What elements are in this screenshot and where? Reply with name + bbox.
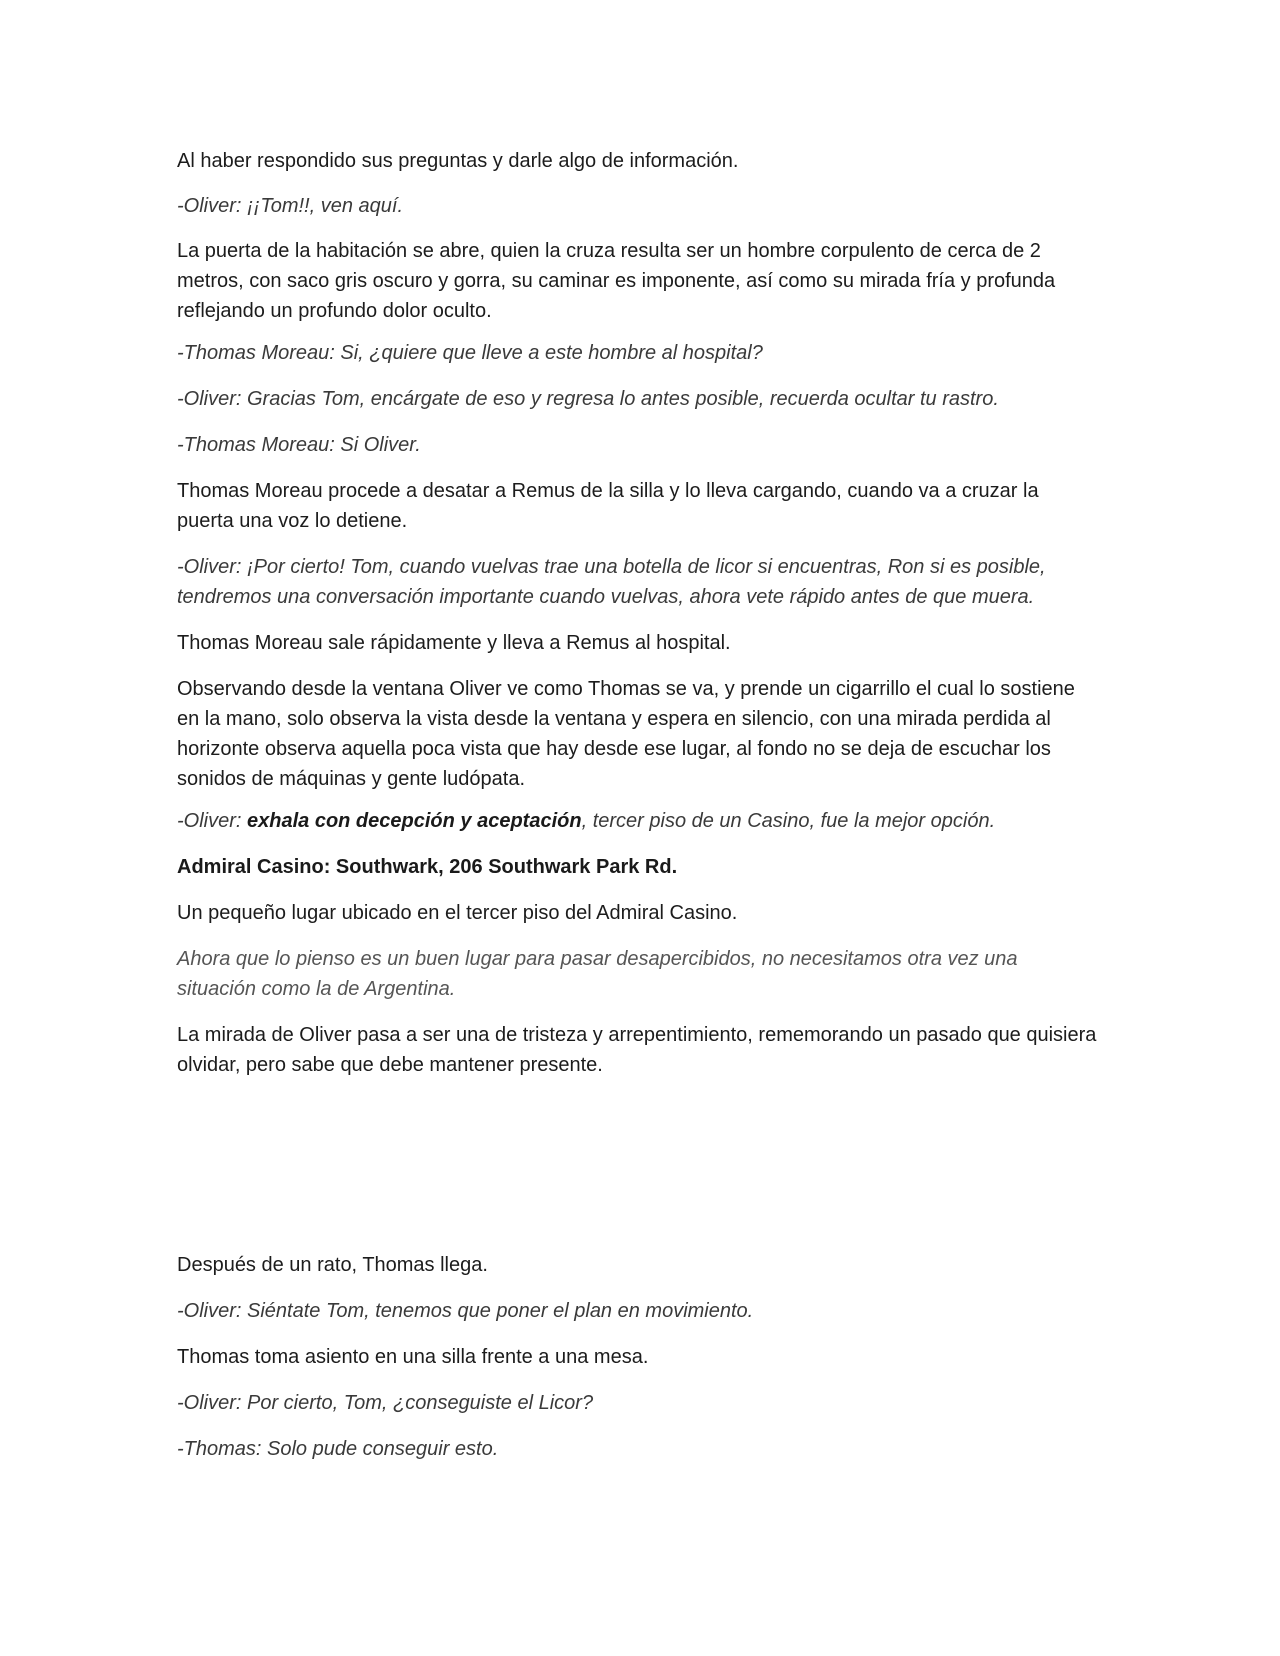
narration-paragraph: Thomas toma asiento en una silla frente a una mesa. — [177, 1346, 649, 1368]
dialogue-action-bold: exhala con decepción y aceptación — [247, 810, 582, 832]
narration-paragraph: Un pequeño lugar ubicado en el tercer piso del Admiral Casino. — [177, 902, 738, 924]
dialogue-line: -Thomas Moreau: Si, ¿quiere que lleve a este hombre al hospital? — [177, 342, 763, 364]
dialogue-text: , tercer piso de un Casino, fue la mejor opción. — [581, 810, 996, 832]
location-heading: Admiral Casino: Southwark, 206 Southwark Park Rd. — [177, 856, 678, 878]
narration-paragraph: Thomas Moreau procede a desatar a Remus de la silla y lo lleva cargando, cuando va a cruzar la puerta una voz lo detiene. — [177, 480, 1039, 532]
dialogue-line: -Thomas Moreau: Si Oliver. — [177, 434, 421, 456]
dialogue-line: -Thomas: Solo pude conseguir esto. — [177, 1438, 499, 1460]
narration-paragraph: Al haber respondido sus preguntas y darle algo de información. — [177, 150, 739, 172]
dialogue-line: -Oliver: Siéntate Tom, tenemos que poner el plan en movimiento. — [177, 1300, 754, 1322]
dialogue-line: -Oliver: Por cierto, Tom, ¿conseguiste el Licor? — [177, 1392, 594, 1414]
inner-thought: Ahora que lo pienso es un buen lugar para pasar desapercibidos, no necesitamos otra vez una situación como la de Argentina. — [177, 948, 1018, 1000]
dialogue-line: -Oliver: ¡¡Tom!!, ven aquí. — [177, 195, 403, 217]
narration-paragraph: Observando desde la ventana Oliver ve como Thomas se va, y prende un cigarrillo el cual lo sostiene en la mano, solo observa la vista desde la ventana y espera en silencio, con una mirada perdida al horizonte observa aquella poca vista que hay desde ese lugar, al fondo no se deja de escuchar los sonidos de máquinas y gente ludópata. — [177, 678, 1075, 790]
dialogue-line: -Oliver: ¡Por cierto! Tom, cuando vuelvas trae una botella de licor si encuentras, Ron si es posible, tendremos una conversación importante cuando vuelvas, ahora vete rápido antes de que muera. — [177, 556, 1046, 608]
dialogue-speaker: -Oliver: — [177, 810, 247, 832]
dialogue-line — [177, 806, 1097, 836]
narration-paragraph: Thomas Moreau sale rápidamente y lleva a Remus al hospital. — [177, 632, 731, 654]
dialogue-line: -Oliver: Gracias Tom, encárgate de eso y regresa lo antes posible, recuerda ocultar tu rastro. — [177, 388, 999, 410]
narration-paragraph: Después de un rato, Thomas llega. — [177, 1254, 488, 1276]
narration-paragraph: La puerta de la habitación se abre, quien la cruza resulta ser un hombre corpulento de cerca de 2 metros, con saco gris oscuro y gorra, su caminar es imponente, así como su mirada fría y profunda reflejando un profundo dolor oculto. — [177, 240, 1056, 322]
narration-paragraph: La mirada de Oliver pasa a ser una de tristeza y arrepentimiento, rememorando un pasado que quisiera olvidar, pero sabe que debe mantener presente. — [177, 1024, 1097, 1076]
